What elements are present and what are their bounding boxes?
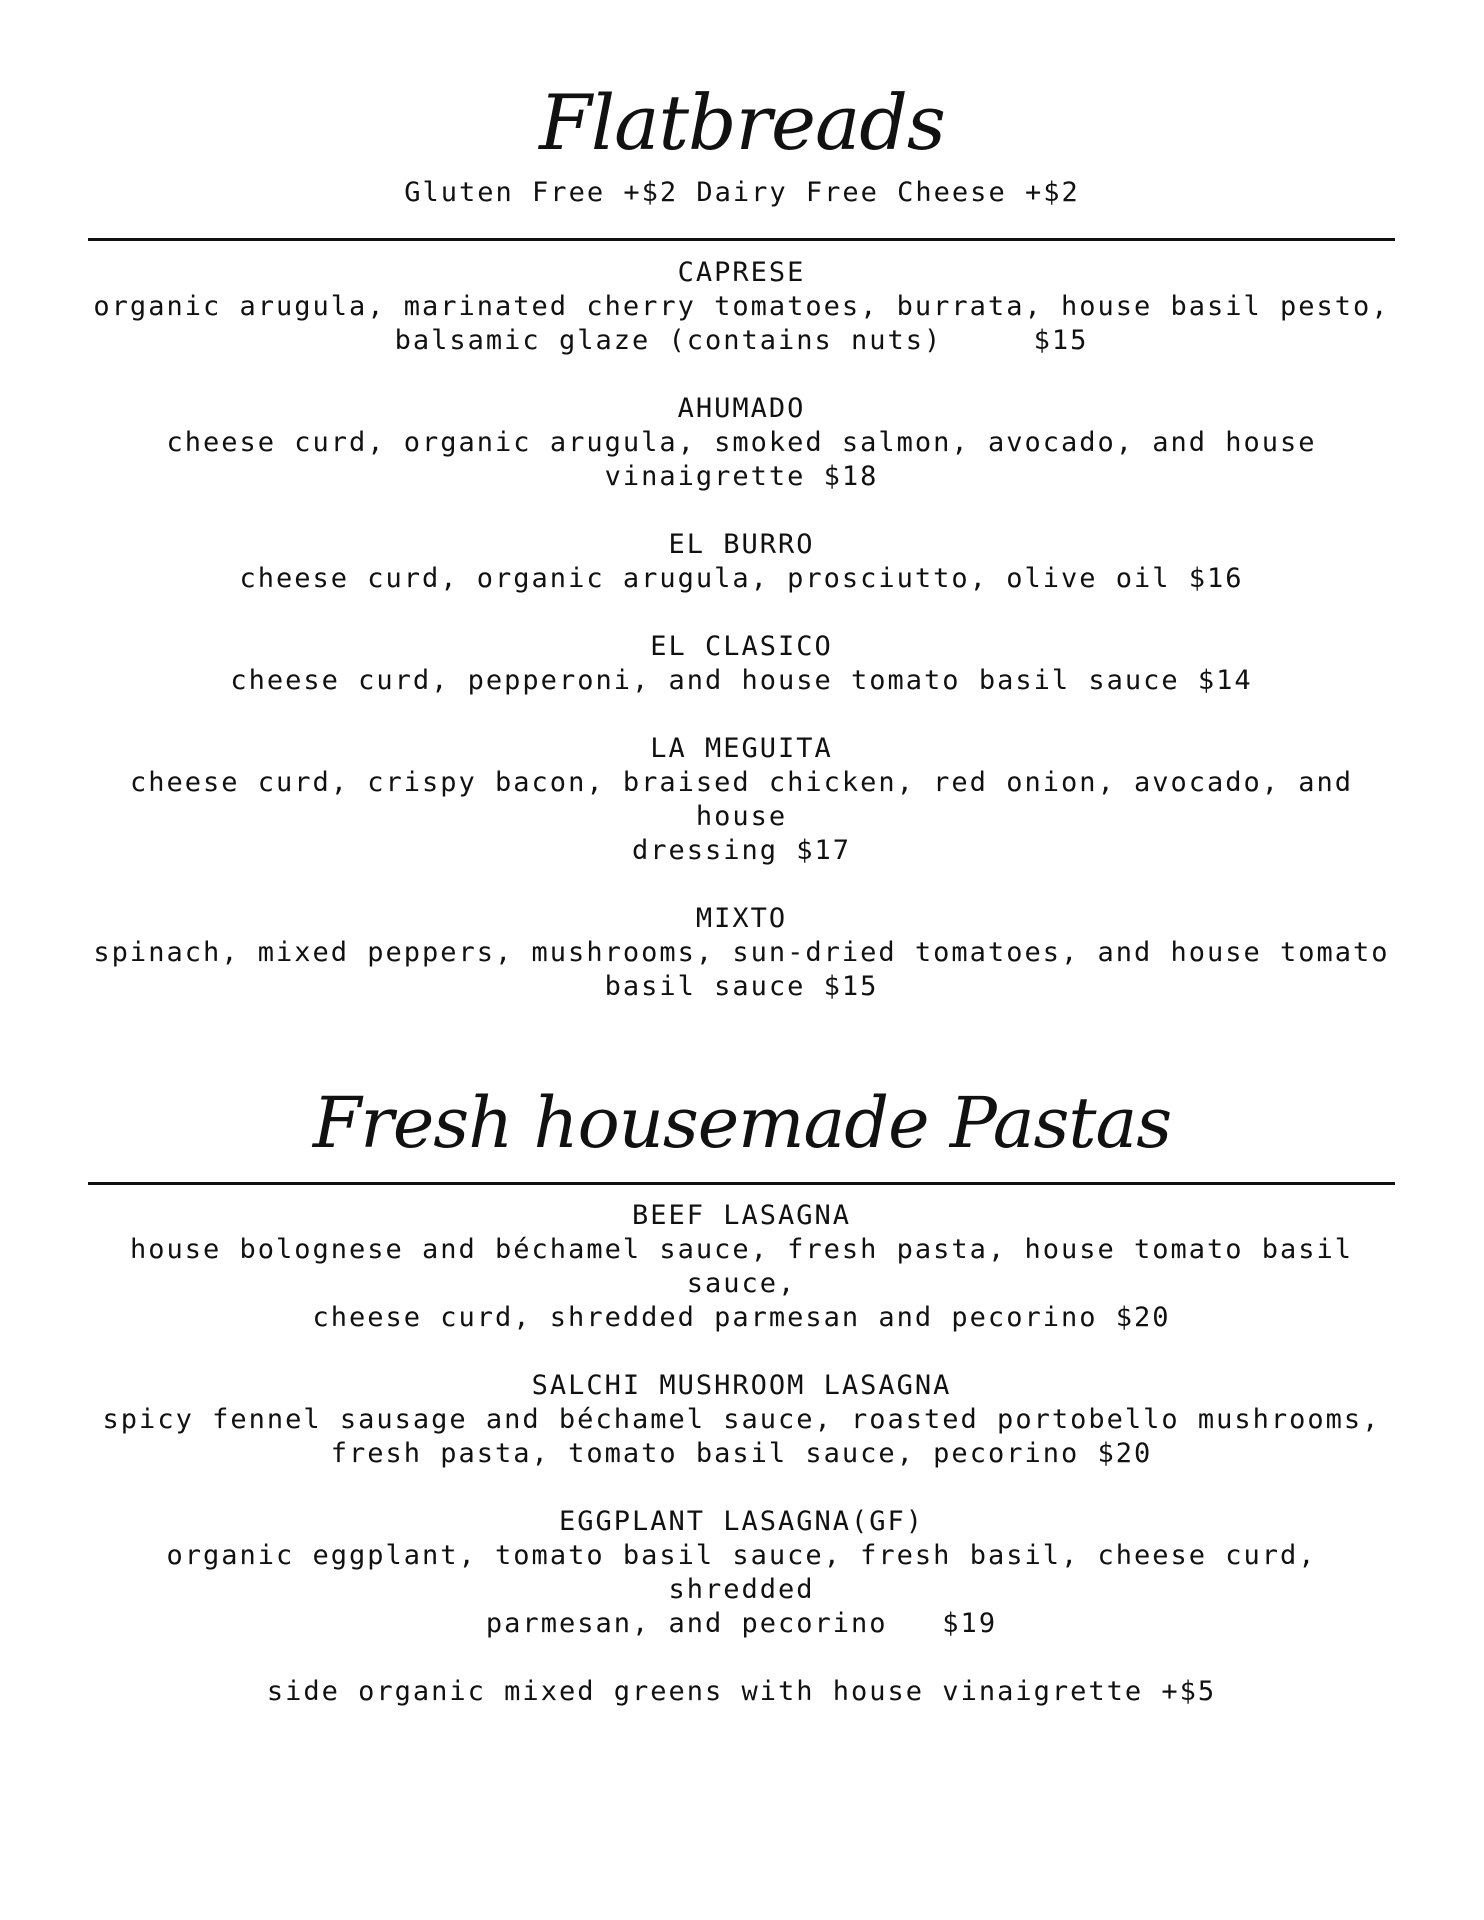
menu-item-name: MIXTO	[695, 903, 788, 934]
flatbreads-list	[88, 256, 1395, 1038]
menu-item-name: AHUMADO	[677, 393, 806, 424]
menu-item-name: LA MEGUITA	[650, 733, 833, 764]
menu-item-description: cheese curd, organic arugula, prosciutto, olive oil $16	[239, 563, 1244, 594]
menu-item-description: cheese curd, pepperoni, and house tomato basil sauce $14	[230, 665, 1253, 696]
section-divider	[88, 1182, 1395, 1185]
menu-item-description: house bolognese and béchamel sauce, fresh pasta, house tomato basil sauce, cheese curd, shredded parmesan and pecorino $20	[129, 1234, 1354, 1333]
menu-item-name: EL BURRO	[668, 529, 815, 560]
pastas-list	[88, 1199, 1395, 1709]
menu-item-description: organic eggplant, tomato basil sauce, fresh basil, cheese curd, shredded parmesan, and pecorino $19	[166, 1540, 1317, 1639]
menu-item-ahumado	[88, 392, 1395, 494]
menu-item-name: SALCHI MUSHROOM LASAGNA	[531, 1370, 952, 1401]
menu-item-name: BEEF LASAGNA	[631, 1200, 852, 1231]
menu-item-mixto	[88, 902, 1395, 1004]
pastas-title: Fresh housemade Pastas	[312, 1082, 1172, 1164]
flatbreads-surcharges: Gluten Free +$2 Dairy Free Cheese +$2	[404, 177, 1080, 208]
menu-item-la-meguita	[88, 732, 1395, 868]
menu-item-beef-lasagna	[88, 1199, 1395, 1335]
section-divider	[88, 238, 1395, 241]
menu-item-el-burro	[88, 528, 1395, 596]
menu-item-caprese	[88, 256, 1395, 358]
menu-item-description: organic arugula, marinated cherry tomatoes, burrata, house basil pesto, balsamic glaze (contains nuts) $15	[93, 291, 1390, 356]
menu-item-description: spinach, mixed peppers, mushrooms, sun-dried tomatoes, and house tomato basil sauce $15	[93, 937, 1390, 1002]
side-salad-note: side organic mixed greens with house vinaigrette +$5	[266, 1676, 1217, 1707]
menu-item-eggplant-lasagna	[88, 1505, 1395, 1641]
flatbreads-title: Flatbreads	[539, 78, 945, 167]
menu-item-description: cheese curd, crispy bacon, braised chicken, red onion, avocado, and house dressing $17	[129, 767, 1354, 866]
menu-item-salchi-mushroom-lasagna	[88, 1369, 1395, 1471]
menu-item-description: spicy fennel sausage and béchamel sauce, roasted portobello mushrooms, fresh pasta, tomato basil sauce, pecorino $20	[102, 1404, 1381, 1469]
menu-item-el-clasico	[88, 630, 1395, 698]
menu-item-name: EGGPLANT LASAGNA(GF)	[558, 1506, 925, 1537]
menu-item-name: EL CLASICO	[650, 631, 833, 662]
menu-item-description: cheese curd, organic arugula, smoked salmon, avocado, and house vinaigrette $18	[166, 427, 1317, 492]
menu-item-name: CAPRESE	[677, 257, 806, 288]
